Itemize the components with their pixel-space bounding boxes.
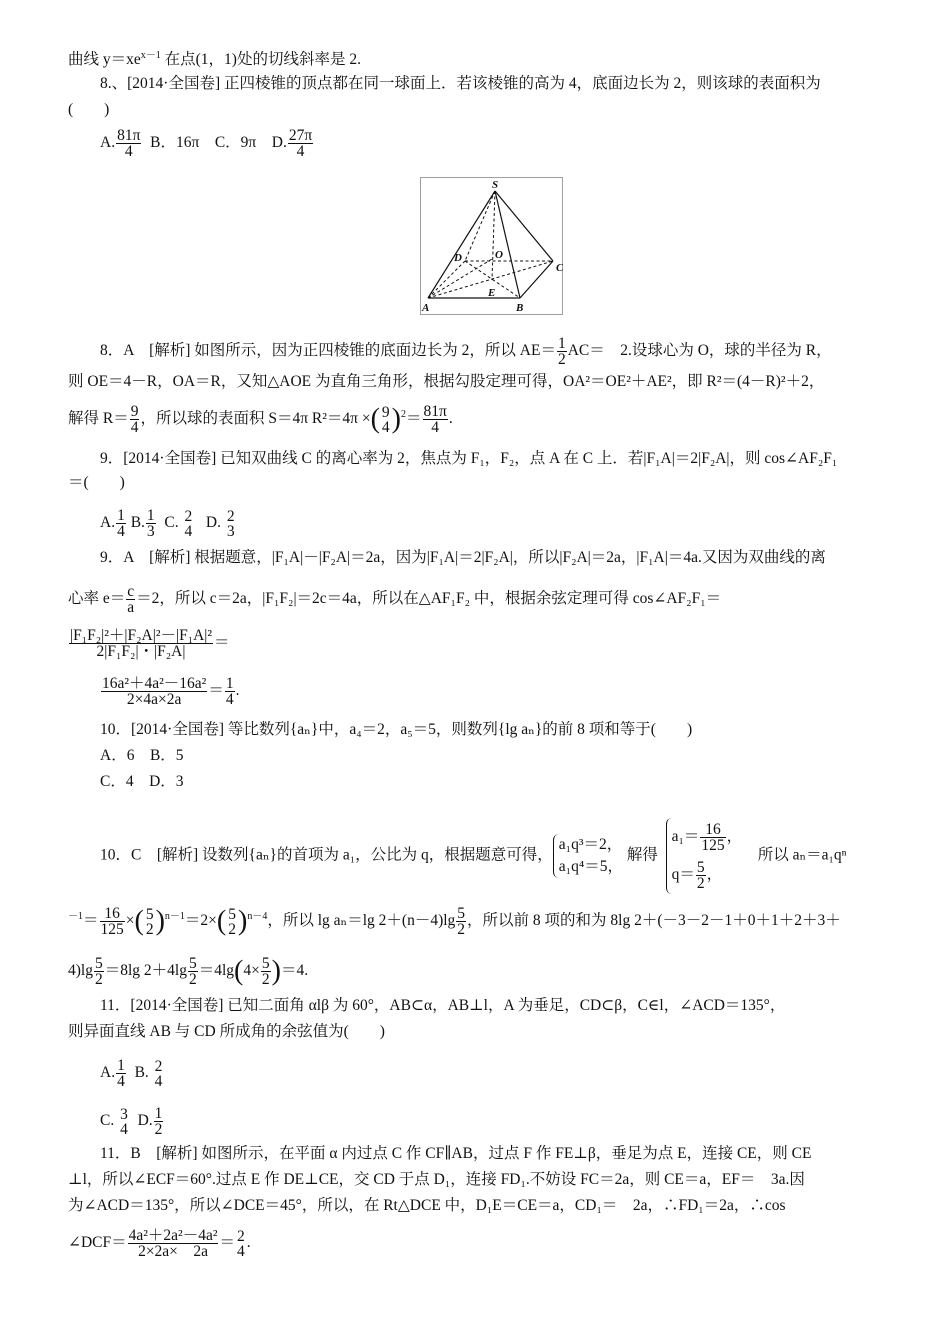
solution-11-line4 (68, 1228, 251, 1259)
denominator: 2 (696, 874, 705, 892)
option-a: A. (100, 1064, 116, 1082)
text: 8．A [解析] 如图所示，因为正四棱锥的底面边长为 2，所以 AE＝ (100, 342, 556, 360)
solution-9-line1: 9．A [解析] 根据题意，|F₁A|－|F₂A|＝2a，因为|F₁A|＝2|F₂A|，所以|F₂A|＝2a，|F₁A|＝4a.又因为双曲线的离 (100, 549, 826, 566)
numerator: 5 (145, 905, 154, 923)
denominator: 3 (146, 523, 155, 540)
label-C: C (556, 262, 563, 274)
text: 解得 R＝ (68, 410, 129, 428)
numerator: c (127, 583, 135, 600)
question-11-stem-1: 11．[2014·全国卷] 已知二面角 αlβ 为 60°，AB⊂α，AB⊥l，A 为垂足，CD⊂β，C∈l，∠ACD＝135°， (100, 997, 786, 1014)
denominator: 2|F₁F₂|・|F₂A| (96, 643, 186, 660)
numerator: 16 (100, 906, 125, 922)
option-b: B．16π (150, 134, 200, 152)
solution-10-line2: $^{-1}$＝ $\frac{16}{125}$ ×( 5 2 )$^{n-1}$＝2×( 5 2 )$^{n-4}$，所以 lg aₙ＝lg 2＋(n－4)lg $\frac{5}{2}$ ，所以前 8 项的和为 8lg 2＋(－3－2－1＋0＋1＋2＋3＋ (68, 905, 841, 938)
height-SE (492, 191, 495, 280)
half-fraction (557, 336, 567, 367)
text: ＝2，所以 c＝2a，|F₁F₂|＝2c＝4a，所以在△AF₁F₂ 中，根据余弦定理可得 cos∠AF₂F₁＝ (136, 590, 722, 608)
numerator: 27π (288, 127, 313, 144)
fraction (154, 1059, 164, 1089)
numerator: 5 (228, 905, 236, 923)
exponent: n－4 (247, 911, 268, 923)
text: ＝4lg (198, 962, 235, 980)
text: ＝8lg 2＋4lg (104, 962, 187, 980)
denominator: 2 (228, 920, 236, 938)
numerator: 5 (457, 905, 466, 922)
paren: ( (134, 905, 144, 937)
exponent: n－1 (164, 911, 185, 923)
text: q＝ (671, 866, 695, 883)
text: ＝4. (280, 962, 309, 980)
option-a-fraction (116, 128, 141, 159)
question-11-options-1 (100, 1058, 164, 1089)
paren: ( (370, 403, 380, 435)
fraction (696, 860, 706, 891)
line-curve-slope (68, 46, 361, 70)
text: ，所以 lg aₙ＝lg 2＋(n－4)lg (267, 912, 456, 930)
fraction (700, 822, 725, 853)
text: 心率 e＝ (68, 590, 126, 608)
denominator: 4 (130, 419, 139, 436)
label-E: E (488, 287, 496, 299)
denominator: 4 (184, 522, 193, 540)
option-c: C．9π (214, 134, 257, 152)
solution-8-line1 (100, 336, 832, 367)
paren: ( (216, 905, 227, 937)
solution-8-line2: 则 OE＝4－R，OA＝R，又知△AOE 为直角三角形，根据勾股定理可得，OA²＝OE²＋AE²，即 R²＝(4－R)²＋2， (68, 373, 825, 390)
label-D: D (454, 252, 462, 264)
text: 10．C [解析] 设数列{aₙ}的首项为 a₁，公比为 q，根据题意可得， (100, 846, 553, 864)
solution-10-line1 (100, 818, 847, 894)
result-fraction (236, 1229, 246, 1259)
equation: a₁q⁴＝5， (558, 858, 623, 875)
numerator: 5 (696, 858, 705, 876)
question-11-stem-2: 则异面直线 AB 与 CD 所成角的余弦值为( ) (68, 1023, 385, 1040)
exponent: 2 (401, 409, 406, 421)
paren: ) (238, 905, 248, 937)
numerator: 1 (225, 675, 234, 692)
denominator: 4 (237, 1242, 245, 1260)
fraction (119, 1107, 129, 1137)
text: ，所以前 8 项的和为 8lg 2＋(－3－2－1＋0＋1＋2＋3＋ (467, 912, 841, 930)
text: 解得 (626, 846, 658, 864)
denominator: 4 (120, 1120, 128, 1138)
numerator: 1 (154, 1105, 163, 1122)
text: ＝2× (184, 912, 217, 930)
paren: ) (155, 905, 165, 937)
numerator: 2 (237, 1227, 245, 1245)
denominator: 4 (124, 143, 133, 160)
denominator: 4 (296, 143, 305, 160)
denominator: 2 (261, 971, 270, 988)
option-c: C. (100, 1112, 115, 1130)
c-over-a (126, 584, 135, 615)
equation: a₁＝ $\frac{16}{125}$ ， (671, 820, 743, 854)
text: . (448, 410, 453, 428)
denominator: 2 (188, 971, 197, 988)
fraction (116, 1058, 126, 1089)
numerator: 16 (700, 822, 725, 838)
numerator: 5 (261, 955, 270, 972)
fraction (227, 907, 237, 937)
solution-9-line4: $\frac{\text{16a²＋4a²－16a²}}{2\times 4a\times 2a}$ ＝ $\frac{1}{4}$ . (102, 675, 240, 708)
numerator: 16a²＋4a²－16a² (102, 675, 207, 692)
text: ，所以球的表面积 S＝4π R²＝4π × (140, 410, 371, 428)
denominator: 2×4a×2a (126, 691, 182, 708)
numerator: 5 (188, 955, 197, 972)
cosine-fraction (128, 1228, 219, 1259)
denominator: 4 (117, 1073, 125, 1090)
equation-system (553, 834, 623, 878)
question-8-options: A. $\frac{81\pi}{4}$ B．16π C．9π D. $\frac{27\pi}{4}$ (100, 127, 313, 160)
solution-11-line1: 11．B [解析] 如图所示，在平面 α 内过点 C 作 CF∥AB，过点 F 作 FE⊥β，垂足为点 E，连接 CE，则 CE (100, 1145, 812, 1162)
numerator: 81π (423, 403, 447, 420)
numerator: 1 (117, 1057, 125, 1074)
numerator: 1 (146, 507, 155, 524)
paren: ) (391, 403, 401, 435)
fraction (261, 956, 271, 987)
fraction (146, 508, 156, 539)
edge-SA (428, 191, 495, 298)
numerator: 4a²＋2a²－4a² (128, 1227, 218, 1244)
denominator: 4 (154, 1072, 163, 1090)
denominator: 4 (381, 418, 390, 436)
denominator: 125 (100, 921, 124, 938)
numerator: 81π (117, 127, 141, 144)
denominator: 3 (226, 522, 235, 540)
fraction (226, 509, 236, 539)
cosine-value-fraction (101, 676, 207, 707)
fraction (94, 956, 104, 987)
numerator: 1 (117, 507, 125, 524)
option-c: C. (164, 514, 179, 532)
question-9-blank: ＝( ) (68, 474, 125, 491)
solution-9-line2 (68, 584, 721, 615)
question-8-blank: ( ) (68, 101, 110, 118)
text: 曲线 y＝xe (68, 51, 141, 68)
numerator: |F₁F₂|²＋|F₂A|²－|F₁A|² (70, 627, 213, 644)
edge-SD (465, 191, 495, 261)
question-8-stem: 8.、[2014·全国卷] 正四棱锥的顶点都在同一球面上．若该棱锥的高为 4，底面边长为 2，则该球的表面积为 (100, 75, 821, 92)
label-O: O (495, 249, 503, 261)
denominator: 2 (94, 971, 103, 988)
solution-10-line3: 4)lg $\frac{5}{2}$ ＝8lg 2＋4lg $\frac{5}{2}$ ＝4lg(4× $\frac{5}{2}$ )＝4. (68, 955, 309, 988)
text: 在点(1，1)处的切线斜率是 2. (160, 51, 361, 68)
fraction (184, 509, 194, 539)
numerator: 5 (94, 955, 103, 972)
exponent: x－1 (140, 50, 161, 61)
denominator: a (127, 599, 135, 616)
denominator: 4 (117, 523, 125, 540)
question-10-options-2: C．4 D．3 (100, 773, 184, 790)
fraction (456, 906, 466, 937)
segment-AO (428, 259, 492, 298)
solution-system (666, 818, 743, 894)
numerator: 9 (381, 403, 390, 421)
numerator: 3 (120, 1105, 128, 1123)
option-d: D. (137, 1112, 153, 1130)
numerator: 2 (184, 507, 193, 525)
option-d-fraction (288, 128, 313, 159)
paren: ) (271, 955, 281, 987)
equation: a₁q³＝2， (558, 836, 623, 853)
question-9-stem: 9．[2014·全国卷] 已知双曲线 C 的离心率为 2，焦点为 F₁，F₂，点 A 在 C 上．若|F₁A|＝2|F₂A|，则 cos∠AF₂F₁ (100, 450, 838, 467)
label-S: S (492, 179, 499, 191)
denominator: 2 (145, 920, 154, 938)
option-a: A. (100, 514, 116, 532)
text: . (246, 1234, 251, 1252)
pyramid-figure (420, 177, 563, 315)
text: a₁＝ (671, 828, 700, 845)
solution-11-line2: ⊥l，所以∠ECF＝60°.过点 E 作 DE⊥CE，交 CD 于点 D₁，连接 FD₁.不妨设 FC＝2a，则 CE＝a，EF＝ 3a.因 (68, 1171, 805, 1188)
numerator: 2 (154, 1057, 163, 1075)
paren-fraction (381, 405, 391, 435)
text: ＝ (406, 410, 422, 428)
area-fraction (423, 404, 448, 435)
label-B: B (516, 302, 524, 314)
text: 4)lg (68, 962, 93, 980)
denominator: 2 (457, 921, 466, 938)
question-10-stem: 10．[2014·全国卷] 等比数列{aₙ}中，a₄＝2，a₅＝5，则数列{lg aₙ}的前 8 项和等于( ) (100, 721, 693, 738)
fraction (116, 508, 126, 539)
solution-11-line3: 为∠ACD＝135°，所以∠DCE＝45°，所以，在 Rt△DCE 中，D₁E＝CE＝a，CD₁＝ 2a，∴FD₁＝2a，∴cos (68, 1197, 786, 1214)
text: ＝ (219, 1234, 235, 1252)
question-11-options-2 (100, 1106, 164, 1137)
denominator: 4 (431, 419, 440, 436)
exponent: －1 (68, 911, 83, 923)
R-fraction (130, 404, 140, 435)
label-A: A (422, 302, 430, 314)
denominator: 2 (557, 351, 566, 368)
question-10-options-1: A．6 B．5 (100, 747, 184, 764)
fraction (100, 906, 125, 937)
cosine-fraction (69, 628, 213, 659)
result-fraction (225, 676, 235, 707)
edge-SB (495, 191, 520, 298)
text: 所以 aₙ＝a₁qⁿ (757, 846, 847, 864)
option-b: B. (134, 1064, 149, 1082)
numerator: 2 (226, 507, 235, 525)
edge-BC (520, 261, 553, 298)
numerator: 9 (130, 403, 139, 420)
fraction (188, 956, 198, 987)
text: AC＝ 2.设球心为 O，球的半径为 R， (567, 342, 832, 360)
denominator: 2×2a× 2a (138, 1243, 209, 1260)
denominator: 4 (225, 691, 234, 708)
fraction (154, 1106, 164, 1137)
option-b: B. (130, 514, 145, 532)
numerator: 1 (557, 335, 566, 352)
solution-8-line3 (68, 404, 453, 435)
paren: ( (234, 955, 244, 987)
question-9-options (100, 508, 237, 539)
equation: q＝ $\frac{5}{2}$ ， (671, 858, 723, 892)
option-d: D. (205, 514, 221, 532)
fraction (145, 907, 155, 937)
denominator: 2 (154, 1121, 163, 1138)
solution-9-line3: $\frac{\text{|F₁F₂|²＋|F₂A|²－|F₁A|²}}{\text{2|F₁F₂|・|F₂A|}}$ ＝ (70, 627, 230, 660)
text: ∠DCF＝ (68, 1234, 127, 1252)
denominator: 125 (701, 836, 725, 854)
